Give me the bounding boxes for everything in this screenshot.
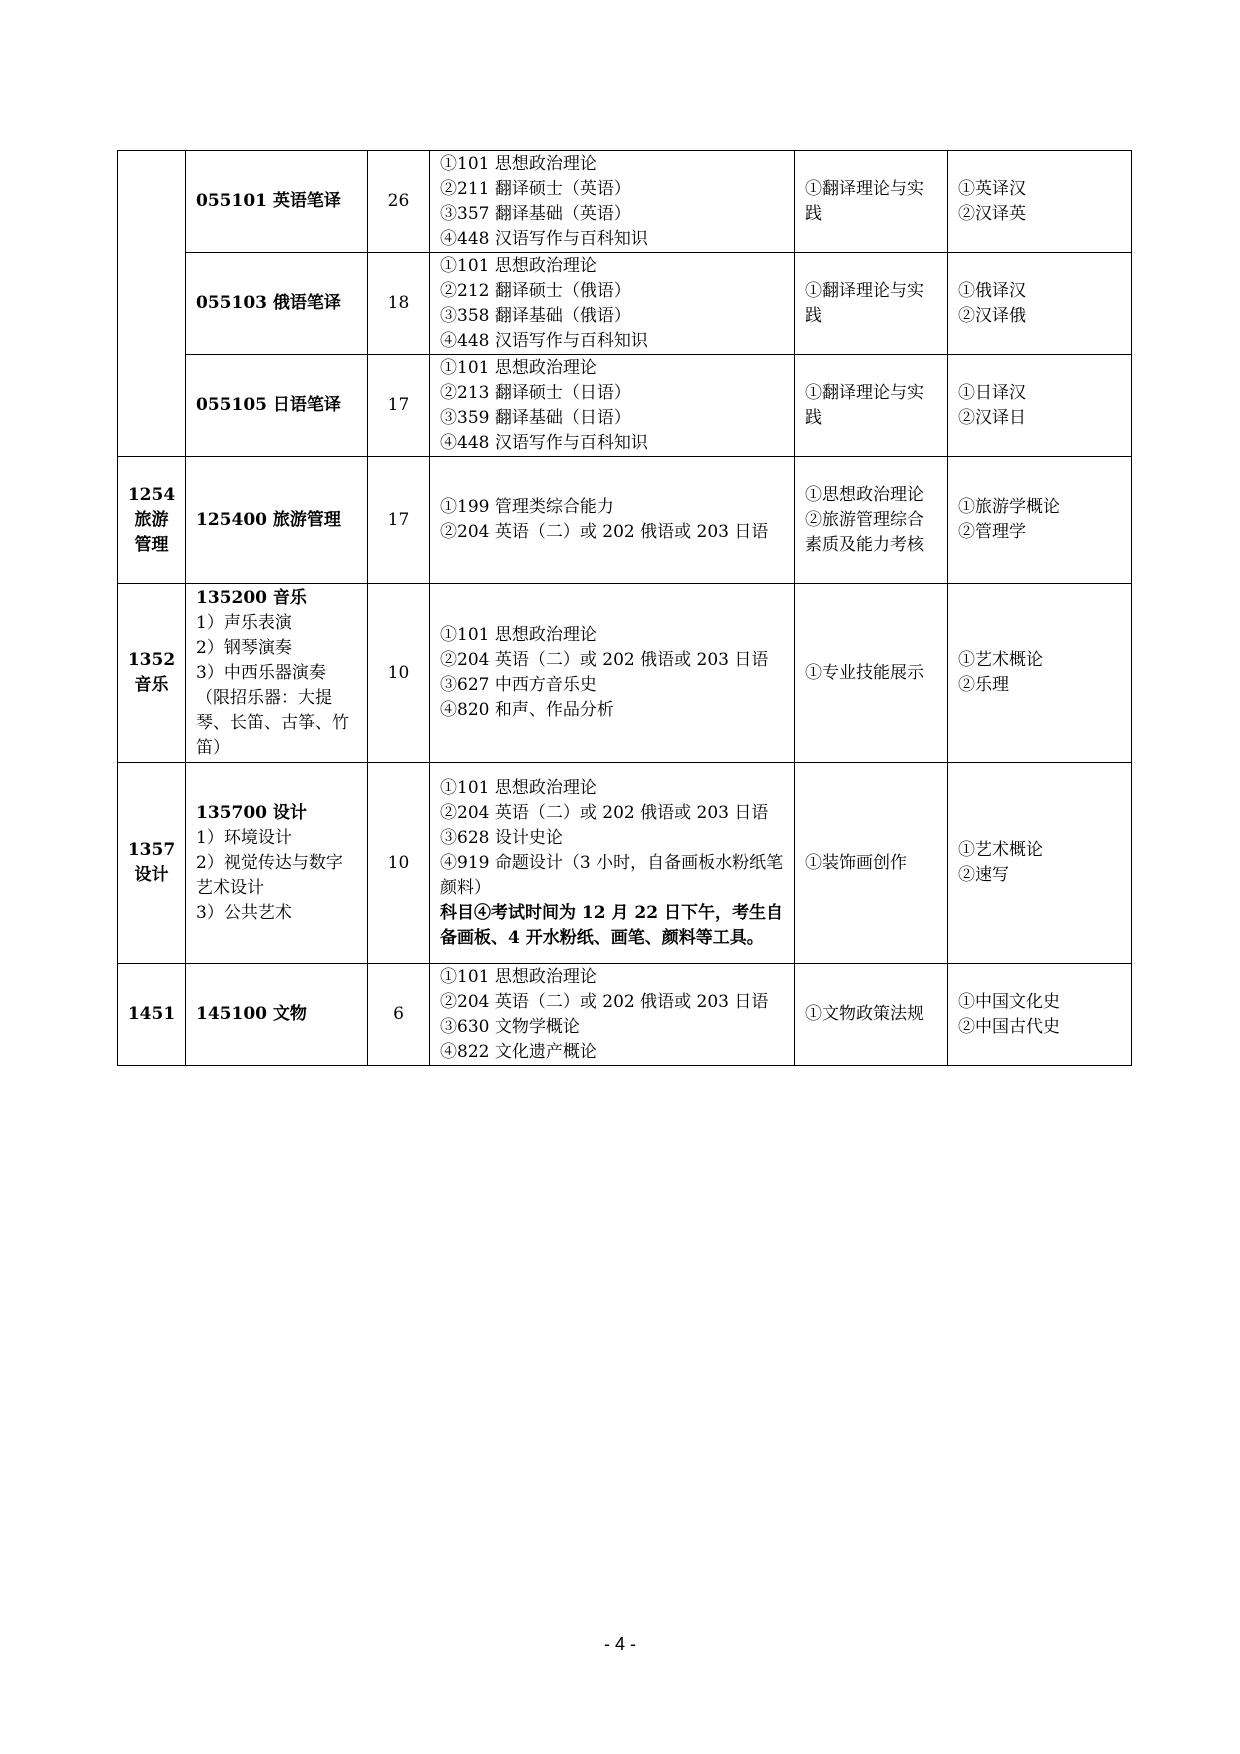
quota-cell: 10 [368, 584, 430, 763]
quota-cell: 18 [368, 253, 430, 355]
dept-line: 管理 [134, 534, 169, 555]
dept-line: 1451 [127, 1004, 176, 1024]
table-row [118, 457, 1132, 584]
major-direction: 3）中西乐器演奏（限招乐器：大提琴、长笛、古筝、竹笛） [196, 662, 349, 758]
exam-subjects-cell [430, 355, 795, 457]
added-exam-cell [948, 253, 1132, 355]
exam-subject: ④448 汉语写作与百科知识 [440, 228, 648, 249]
exam-subject: ④448 汉语写作与百科知识 [440, 432, 648, 453]
retest-cell [795, 584, 948, 763]
exam-subject: ④448 汉语写作与百科知识 [440, 330, 648, 351]
major-title: 135200 音乐 [196, 587, 307, 608]
dept-cell [118, 763, 186, 964]
exam-subject: ①101 思想政治理论 [440, 255, 597, 276]
exam-subject: ③357 翻译基础（英语） [440, 203, 631, 224]
quota-cell: 17 [368, 457, 430, 584]
added-exam-item: ②汉译日 [958, 407, 1026, 428]
added-exam-item: ①中国文化史 [958, 991, 1060, 1012]
retest-item: ②旅游管理综合素质及能力考核 [805, 509, 924, 555]
retest-item: ①装饰画创作 [805, 852, 907, 873]
added-exam-cell [948, 151, 1132, 253]
exam-subject: ③630 文物学概论 [440, 1016, 580, 1037]
exam-subjects-cell [430, 151, 795, 253]
major-title: 125400 旅游管理 [196, 509, 341, 530]
exam-subject: ①101 思想政治理论 [440, 777, 597, 798]
exam-note: 科目④考试时间为 12 月 22 日下午，考生自备画板、4 开水粉纸、画笔、颜料等工具。 [440, 902, 783, 948]
major-title: 055103 俄语笔译 [196, 293, 341, 313]
major-cell [186, 151, 368, 253]
major-cell [186, 964, 368, 1066]
added-exam-cell [948, 964, 1132, 1066]
major-direction: 2）视觉传达与数字艺术设计 [196, 852, 343, 898]
exam-subjects-cell [430, 964, 795, 1066]
table-row [118, 355, 1132, 457]
major-title: 055105 日语笔译 [196, 395, 341, 415]
added-exam-item: ②管理学 [958, 522, 1026, 542]
retest-item: ①翻译理论与实践 [805, 280, 924, 326]
major-cell [186, 763, 368, 964]
added-exam-cell [948, 457, 1132, 584]
retest-cell [795, 964, 948, 1066]
major-direction: 1）环境设计 [196, 827, 292, 848]
retest-item: ①翻译理论与实践 [805, 178, 924, 224]
exam-subject: ④822 文化遗产概论 [440, 1041, 597, 1062]
retest-cell [795, 151, 948, 253]
retest-cell [795, 253, 948, 355]
added-exam-item: ①艺术概论 [958, 840, 1043, 860]
retest-item: ①专业技能展示 [805, 662, 924, 683]
exam-subject: ③628 设计史论 [440, 827, 563, 848]
added-exam-item: ②乐理 [958, 675, 1009, 695]
major-cell [186, 584, 368, 763]
added-exam-item: ①旅游学概论 [958, 497, 1060, 517]
quota-cell: 17 [368, 355, 430, 457]
table-row [118, 584, 1132, 763]
added-exam-cell [948, 584, 1132, 763]
exam-subject: ①199 管理类综合能力 [440, 497, 614, 517]
exam-subject: ④919 命题设计（3 小时，自备画板水粉纸笔颜料） [440, 852, 784, 898]
table-row [118, 253, 1132, 355]
dept-line: 旅游 [134, 509, 169, 530]
exam-subject: ②211 翻译硕士（英语） [440, 178, 631, 199]
exam-subject: ②204 英语（二）或 202 俄语或 203 日语 [440, 522, 769, 542]
major-direction: 2）钢琴演奏 [196, 637, 292, 658]
page-number: - 4 - [603, 1634, 636, 1654]
major-direction: 3）公共艺术 [196, 902, 292, 923]
retest-item: ①翻译理论与实践 [805, 382, 924, 428]
exam-subject: ③359 翻译基础（日语） [440, 407, 631, 428]
exam-subjects-cell [430, 457, 795, 584]
exam-subject: ③627 中西方音乐史 [440, 675, 597, 695]
added-exam-item: ②汉译俄 [958, 305, 1026, 326]
dept-line: 1357 [127, 840, 176, 860]
added-exam-item: ①日译汉 [958, 382, 1026, 403]
added-exam-cell [948, 355, 1132, 457]
added-exam-item: ②汉译英 [958, 203, 1026, 224]
major-cell [186, 457, 368, 584]
exam-subject: ②212 翻译硕士（俄语） [440, 280, 631, 301]
dept-line: 1352 [127, 650, 176, 670]
table-row [118, 763, 1132, 964]
retest-cell [795, 355, 948, 457]
exam-subjects-cell [430, 253, 795, 355]
added-exam-item: ②中国古代史 [958, 1016, 1060, 1037]
retest-cell [795, 763, 948, 964]
table-row [118, 964, 1132, 1066]
exam-subject: ④820 和声、作品分析 [440, 700, 614, 720]
major-title: 135700 设计 [196, 802, 307, 823]
quota-cell: 6 [368, 964, 430, 1066]
exam-subjects-cell [430, 584, 795, 763]
major-title: 055101 英语笔译 [196, 191, 341, 211]
exam-subject: ②204 英语（二）或 202 俄语或 203 日语 [440, 991, 769, 1012]
major-cell [186, 253, 368, 355]
table-row [118, 151, 1132, 253]
retest-item: ①思想政治理论 [805, 484, 924, 505]
added-exam-item: ①俄译汉 [958, 280, 1026, 301]
dept-cell [118, 964, 186, 1066]
dept-cell [118, 457, 186, 584]
exam-subject: ①101 思想政治理论 [440, 625, 597, 645]
quota-cell: 10 [368, 763, 430, 964]
retest-cell [795, 457, 948, 584]
exam-subject: ②204 英语（二）或 202 俄语或 203 日语 [440, 650, 769, 670]
exam-subject: ②213 翻译硕士（日语） [440, 382, 631, 403]
exam-subject: ①101 思想政治理论 [440, 357, 597, 378]
dept-line: 音乐 [134, 675, 169, 695]
exam-subject: ①101 思想政治理论 [440, 966, 597, 987]
added-exam-item: ①英译汉 [958, 178, 1026, 199]
retest-item: ①文物政策法规 [805, 1004, 924, 1024]
exam-subject: ①101 思想政治理论 [440, 153, 597, 174]
exam-subjects-cell [430, 763, 795, 964]
dept-line: 设计 [134, 865, 169, 885]
exam-subject: ③358 翻译基础（俄语） [440, 305, 631, 326]
admissions-table [117, 150, 1132, 1066]
added-exam-item: ①艺术概论 [958, 650, 1043, 670]
dept-cell [118, 584, 186, 763]
added-exam-item: ②速写 [958, 865, 1009, 885]
quota-cell: 26 [368, 151, 430, 253]
dept-line: 1254 [127, 484, 176, 505]
exam-subject: ②204 英语（二）或 202 俄语或 203 日语 [440, 802, 769, 823]
added-exam-cell [948, 763, 1132, 964]
major-title: 145100 文物 [196, 1004, 307, 1024]
dept-cell [118, 151, 186, 457]
major-cell [186, 355, 368, 457]
major-direction: 1）声乐表演 [196, 612, 292, 633]
